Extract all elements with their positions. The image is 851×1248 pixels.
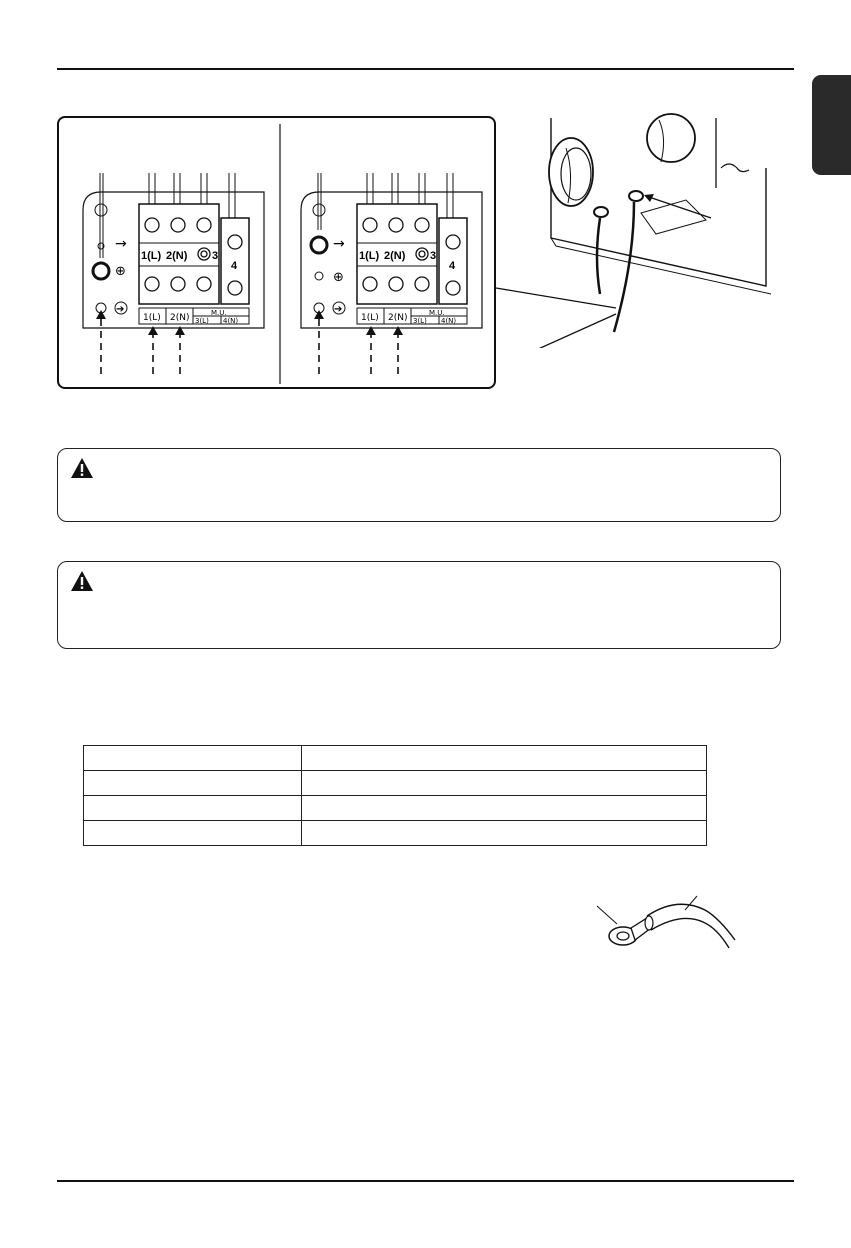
table-row: [84, 796, 707, 821]
spec-table: [83, 745, 707, 846]
mu-sub-2: 4(N): [441, 317, 457, 325]
bottom-label-1: 1(L): [143, 313, 161, 323]
mu-label: M.U.: [429, 309, 445, 317]
table-row: [84, 821, 707, 846]
unit-perspective-drawing: [496, 108, 796, 348]
table-cell: [302, 796, 707, 821]
bottom-label-2: 2(N): [170, 313, 190, 323]
svg-text:→: →: [333, 236, 345, 252]
table-cell: [84, 796, 302, 821]
top-label-1: 1(L): [359, 250, 380, 262]
terminal-block-right: [301, 173, 482, 374]
table-cell: [302, 746, 707, 771]
top-label-1: 1(L): [141, 250, 162, 262]
warning-triangle-icon: [70, 570, 94, 592]
svg-text:⊕: ⊕: [333, 270, 344, 285]
mu-sub-1: 3(L): [413, 317, 427, 325]
warning-box-2: [57, 561, 781, 649]
table-cell: [84, 771, 302, 796]
side-label-4: 4: [449, 260, 456, 272]
bottom-label-2: 2(N): [388, 313, 408, 323]
mu-sub-2: 4(N): [223, 317, 239, 325]
table-cell: [302, 821, 707, 846]
table-row: [84, 771, 707, 796]
bottom-label-1: 1(L): [361, 313, 379, 323]
terminal-block-left: [83, 173, 264, 374]
warning-triangle-icon: [70, 457, 94, 479]
side-label-4: 4: [231, 260, 238, 272]
warning-box-1: [57, 448, 781, 522]
svg-text:➔: ➔: [116, 304, 125, 315]
header-rule: [57, 68, 794, 70]
svg-text:➔: ➔: [334, 304, 343, 315]
terminal-diagram-svg: [59, 118, 494, 387]
footer-rule: [57, 1180, 794, 1182]
top-label-2: 2(N): [384, 250, 406, 262]
table-cell: [302, 771, 707, 796]
top-label-2: 2(N): [166, 250, 188, 262]
svg-text:⊕: ⊕: [115, 264, 126, 279]
mu-sub-1: 3(L): [195, 317, 209, 325]
table-cell: [84, 746, 302, 771]
table-row: [84, 746, 707, 771]
top-label-3: 3: [430, 250, 437, 262]
terminal-diagram: [57, 116, 496, 389]
top-label-3: 3: [212, 250, 219, 262]
ring-terminal-illustration: [585, 888, 745, 960]
mu-label: M.U.: [211, 309, 227, 317]
table-cell: [84, 821, 302, 846]
svg-text:→: →: [115, 236, 127, 252]
language-tab: [812, 75, 851, 175]
